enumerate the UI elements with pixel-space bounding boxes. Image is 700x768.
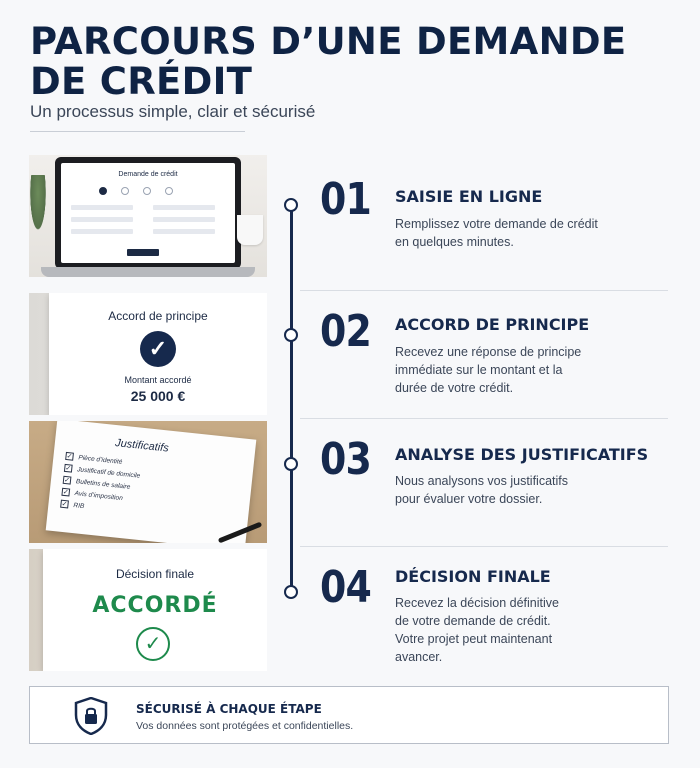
checklist-heading: Justificatifs bbox=[114, 437, 170, 455]
step-3-number: 03 bbox=[320, 434, 371, 485]
checklist-item: ✓ RIB bbox=[61, 500, 85, 510]
plant-decoration bbox=[29, 175, 47, 235]
page-title: PARCOURS D’UNE DEMANDE DE CRÉDIT bbox=[30, 20, 627, 103]
timeline-dot bbox=[284, 457, 298, 471]
laptop-screen bbox=[55, 157, 241, 269]
form-field bbox=[153, 205, 215, 210]
timeline-dot bbox=[284, 585, 298, 599]
timeline-dot bbox=[284, 198, 298, 212]
check-circle-icon: ✓ bbox=[140, 331, 176, 367]
step-divider bbox=[300, 290, 668, 291]
step-1-description: Remplissez votre demande de crédit en quelques minutes. bbox=[395, 217, 598, 249]
security-description: Vos données sont protégées et confidentielles. bbox=[136, 720, 354, 732]
step-1-number: 01 bbox=[320, 174, 371, 225]
step-1-image bbox=[29, 155, 267, 277]
check-circle-icon: ✓ bbox=[136, 627, 170, 661]
decision-heading: Décision finale bbox=[115, 567, 195, 581]
checklist-item: ✓ Avis d’imposition bbox=[62, 488, 124, 502]
step-3-description: Nous analysons vos justificatifs pour évaluer votre dossier. bbox=[395, 474, 568, 506]
documents-checklist bbox=[46, 421, 257, 543]
amount-label: Montant accordé bbox=[124, 375, 192, 385]
amount-value: 25 000 € bbox=[130, 388, 186, 404]
step-3-image bbox=[29, 421, 267, 543]
step-4-description: Recevez la décision définitive de votre demande de crédit. Votre projet peut maintenant avancer. bbox=[395, 596, 559, 664]
form-title: Demande de crédit bbox=[118, 171, 178, 178]
checklist-item: ✓ Justificatif de domicile bbox=[64, 464, 141, 480]
checkbox-checked-icon: ✓ bbox=[63, 476, 71, 485]
step-2-title: ACCORD DE PRINCIPE bbox=[395, 315, 590, 334]
checkbox-checked-icon: ✓ bbox=[62, 488, 70, 497]
step-2-description: Recevez une réponse de principe immédiate sur le montant et la durée de votre crédit. bbox=[395, 345, 582, 395]
step-4-image bbox=[29, 549, 267, 671]
form-field bbox=[153, 217, 215, 222]
checkbox-checked-icon: ✓ bbox=[64, 464, 72, 473]
form-next-button bbox=[127, 249, 159, 256]
step-divider bbox=[300, 418, 668, 419]
approved-stamp: ACCORDÉ bbox=[92, 593, 218, 618]
form-field bbox=[71, 205, 133, 210]
step-4-number: 04 bbox=[320, 562, 371, 613]
step-1-title: SAISIE EN LIGNE bbox=[395, 187, 543, 206]
page-subtitle: Un processus simple, clair et sécurisé bbox=[30, 102, 316, 121]
coffee-cup-decoration bbox=[237, 215, 263, 245]
decision-document bbox=[43, 549, 267, 671]
step-divider bbox=[300, 546, 668, 547]
laptop-base bbox=[41, 267, 255, 277]
security-banner bbox=[29, 686, 669, 744]
form-field bbox=[153, 229, 215, 234]
step-2-image bbox=[29, 293, 267, 415]
step-3-title: ANALYSE DES JUSTIFICATIFS bbox=[395, 445, 649, 464]
checklist-item: ✓ Pièce d’identité bbox=[66, 453, 123, 466]
security-title: SÉCURISÉ À CHAQUE ÉTAPE bbox=[136, 702, 322, 716]
approval-heading: Accord de principe bbox=[108, 309, 208, 323]
timeline-line bbox=[290, 205, 293, 592]
form-step-dot bbox=[143, 187, 151, 195]
form-step-dot bbox=[165, 187, 173, 195]
checklist-item: ✓ Bulletins de salaire bbox=[63, 476, 131, 491]
form-step-dot bbox=[121, 187, 129, 195]
approval-document bbox=[49, 293, 267, 415]
shield-lock-icon bbox=[74, 697, 108, 735]
checkbox-checked-icon: ✓ bbox=[61, 500, 68, 509]
form-step-dot bbox=[99, 187, 107, 195]
checkbox-checked-icon: ✓ bbox=[66, 453, 73, 461]
timeline-dot bbox=[284, 328, 298, 342]
title-divider bbox=[30, 131, 245, 132]
form-field bbox=[71, 229, 133, 234]
form-field bbox=[71, 217, 133, 222]
step-2-number: 02 bbox=[320, 306, 371, 357]
step-4-title: DÉCISION FINALE bbox=[395, 567, 551, 586]
